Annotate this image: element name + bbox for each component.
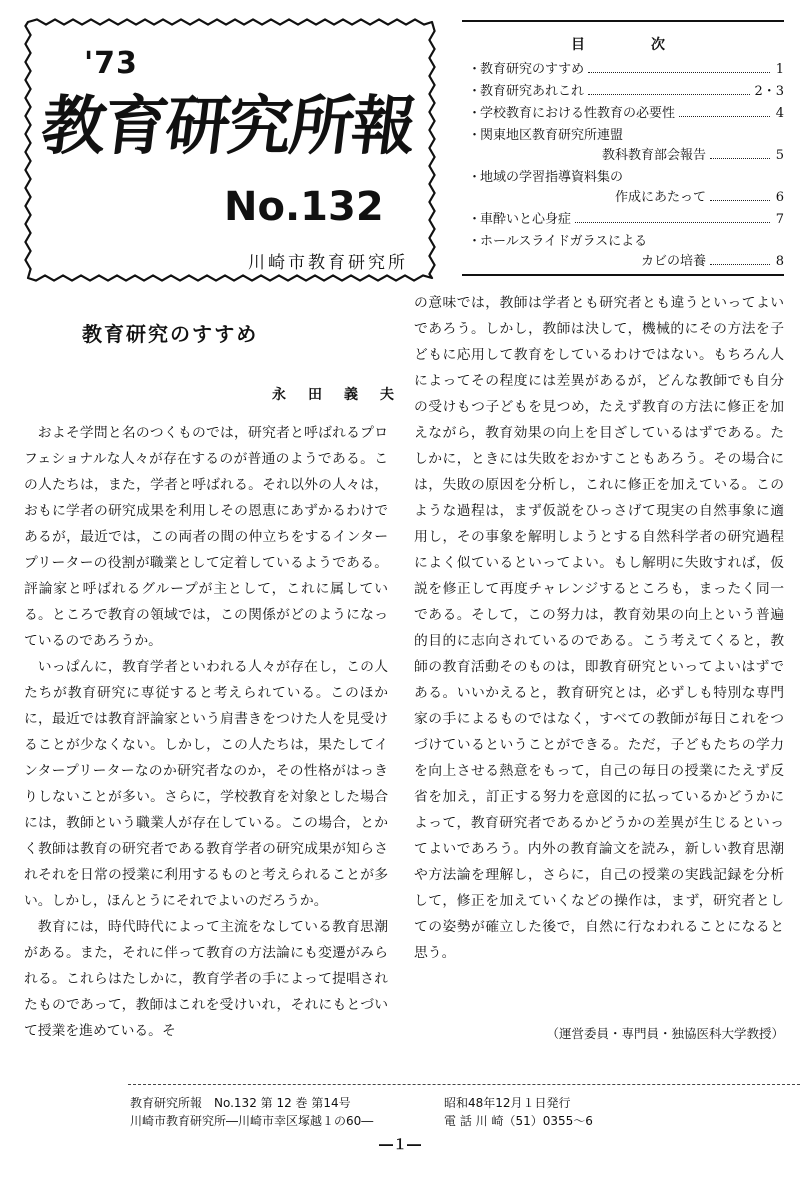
toc-page-number: 8 (775, 254, 784, 269)
author-affiliation: （運営委員・専門員・独協医科大学教授） (546, 1026, 784, 1041)
toc-bullet: ・ (468, 62, 482, 77)
colophon-date: 昭和48年12月１日発行 (444, 1096, 571, 1110)
toc-item-label: 学校教育における性教育の必要性 (480, 106, 676, 121)
colophon-issue: 教育研究所報 No.132 第 12 巻 第14号 (130, 1096, 351, 1110)
toc-item (468, 104, 784, 124)
toc-bullet: ・ (468, 212, 482, 227)
masthead-title: 教育研究所報 (37, 90, 419, 164)
year-label: '73 (84, 46, 138, 81)
toc-leader-dots (679, 116, 770, 117)
article-column-left (24, 420, 388, 1078)
toc-item (468, 210, 784, 230)
article-paragraph: 教育には，時代時代によって主流をなしている教育思潮がある。また，それに伴って教育の方法論にも変遷がみられる。これらはたしかに，教育学者の手によって提唱されたものであって，教師はこれを受けいれ，それにもとづいて授業を進めている。そ (24, 919, 388, 1039)
table-of-contents (462, 20, 784, 276)
colophon-address: 川崎市教育研究所―川崎市幸区塚越１の60― (130, 1114, 374, 1128)
toc-item-label: 地域の学習指導資料集の (480, 170, 624, 185)
toc-item-label: 教科教育部会報告 (601, 148, 706, 163)
publisher-name: 川崎市教育研究所 (248, 253, 408, 273)
toc-page-number: 7 (775, 212, 784, 227)
toc-item-label: 教育研究のすすめ (480, 62, 585, 77)
page-number: ―１― (379, 1137, 421, 1153)
issue-number: No.132 (224, 184, 384, 230)
masthead (22, 16, 438, 284)
toc-item (468, 168, 784, 208)
toc-leader-dots (710, 158, 770, 159)
toc-item-label: 車酔いと心身症 (480, 212, 572, 227)
article-author: 永田義夫 (272, 387, 416, 403)
toc-page-number: 1 (775, 62, 784, 77)
toc-bullet: ・ (468, 106, 482, 121)
toc-page-number: 2・3 (754, 84, 784, 99)
toc-item-label: ホールスライドガラスによる (480, 234, 648, 249)
toc-item (468, 60, 784, 80)
toc-leader-dots (710, 264, 770, 265)
toc-page-number: 5 (775, 148, 784, 163)
toc-bullet: ・ (468, 234, 482, 249)
toc-heading: 目 次 (571, 37, 691, 53)
toc-item (468, 232, 784, 272)
toc-bullet: ・ (468, 84, 482, 99)
colophon (130, 1094, 690, 1130)
article-column-right (414, 290, 784, 1002)
toc-item-label: 関東地区教育研究所連盟 (480, 128, 624, 143)
toc-bullet: ・ (468, 128, 482, 143)
footer-divider (128, 1084, 800, 1085)
toc-item (468, 82, 784, 102)
toc-bullet: ・ (468, 170, 482, 185)
article-paragraph: いっぱんに，教育学者といわれる人々が存在し，この人たちが教育研究に専従すると考えられている。このほかに，最近では教育評論家という肩書きをつけた人を見受けることが少なくない。しかし，この人たちは，果たしてインタープリーターなのか研究者なのか，その性格がはっきりしないことが多い。さらに，学校教育を対象とした場合には，教師という職業人が存在している。この場合，とかく教師は教育の研究者である教育学者の研究成果が知らされそれを日常の授業に利用するものと考えられることが多い。しかし，ほんとうにそれでよいのだろうか。 (24, 659, 388, 909)
toc-item (468, 126, 784, 166)
toc-leader-dots (588, 72, 770, 73)
toc-item-label: 教育研究あれこれ (480, 84, 585, 99)
toc-list (462, 60, 784, 272)
article-paragraph: およそ学問と名のつくものでは，研究者と呼ばれるプロフェショナルな人々が存在するのが普通のようである。この人たちは，また，学者と呼ばれる。それ以外の人々は，おもに学者の研究成果を利用しその恩恵にあずかるわけであるが，最近では，この両者の間の仲立ちをするインタープリーターの役割が職業として定着しているようである。評論家と呼ばれるグループが主として，これに属している。ところで教育の領域では，この関係がどのようになっているのであろうか。 (24, 425, 388, 649)
toc-page-number: 4 (775, 106, 784, 121)
toc-leader-dots (710, 200, 770, 201)
colophon-phone: 電 話 川 崎（51）0355～6 (444, 1114, 593, 1128)
toc-leader-dots (575, 222, 770, 223)
toc-page-number: 6 (775, 190, 784, 205)
toc-leader-dots (588, 94, 750, 95)
toc-item-label: カビの培養 (640, 254, 706, 269)
toc-item-label: 作成にあたって (614, 190, 706, 205)
article-title: 教育研究のすすめ (82, 322, 259, 346)
article-paragraph: の意味では，教師は学者とも研究者とも違うといってよいであろう。しかし，教師は決して，機械的にその方法を子どもに応用して教育をしているわけではない。もちろん人によってその程度には差異があるが，どんな教師でも自分の受けもつ子どもを見つめ，たえず教育の方法に修正を加えながら，教育効果の向上を目ざしているはずである。たしかに，ときには失敗をおかすこともあろう。その場合には，失敗の原因を分析し，これに修正を加えている。このような過程は，まず仮説をひっさげて現実の自然事象に適用し，その事象を解明しようとする自然科学者の研究過程によく似ているといってよい。もし解明に失敗すれば，仮説を修正して再度チャレンジするところも，まったく同一である。そして，この努力は，教育効果の向上という普遍的目的に志向されているのである。こう考えてくると，教師の教育活動そのものは，即教育研究といってよいはずである。いいかえると，教育研究とは，必ずしも特別な専門家の手によるものではなく，すべての教師が毎日これをつづけているということができる。ただ，子どもたちの学力を向上させる熱意をもって，自己の毎日の授業にたえず反省を加え，訂正する努力を意図的に払っているかどうかによって，教育研究者であるかどうかの差異が生じるといってよいであろう。内外の教育論文を読み，新しい教育思潮や方法論を理解し，さらに，自己の授業の実践記録を分析して，修正を加えていくなどの操作は，まず，研究者としての姿勢が確立した後で，自然に行なわれることになると思う。 (414, 295, 784, 961)
